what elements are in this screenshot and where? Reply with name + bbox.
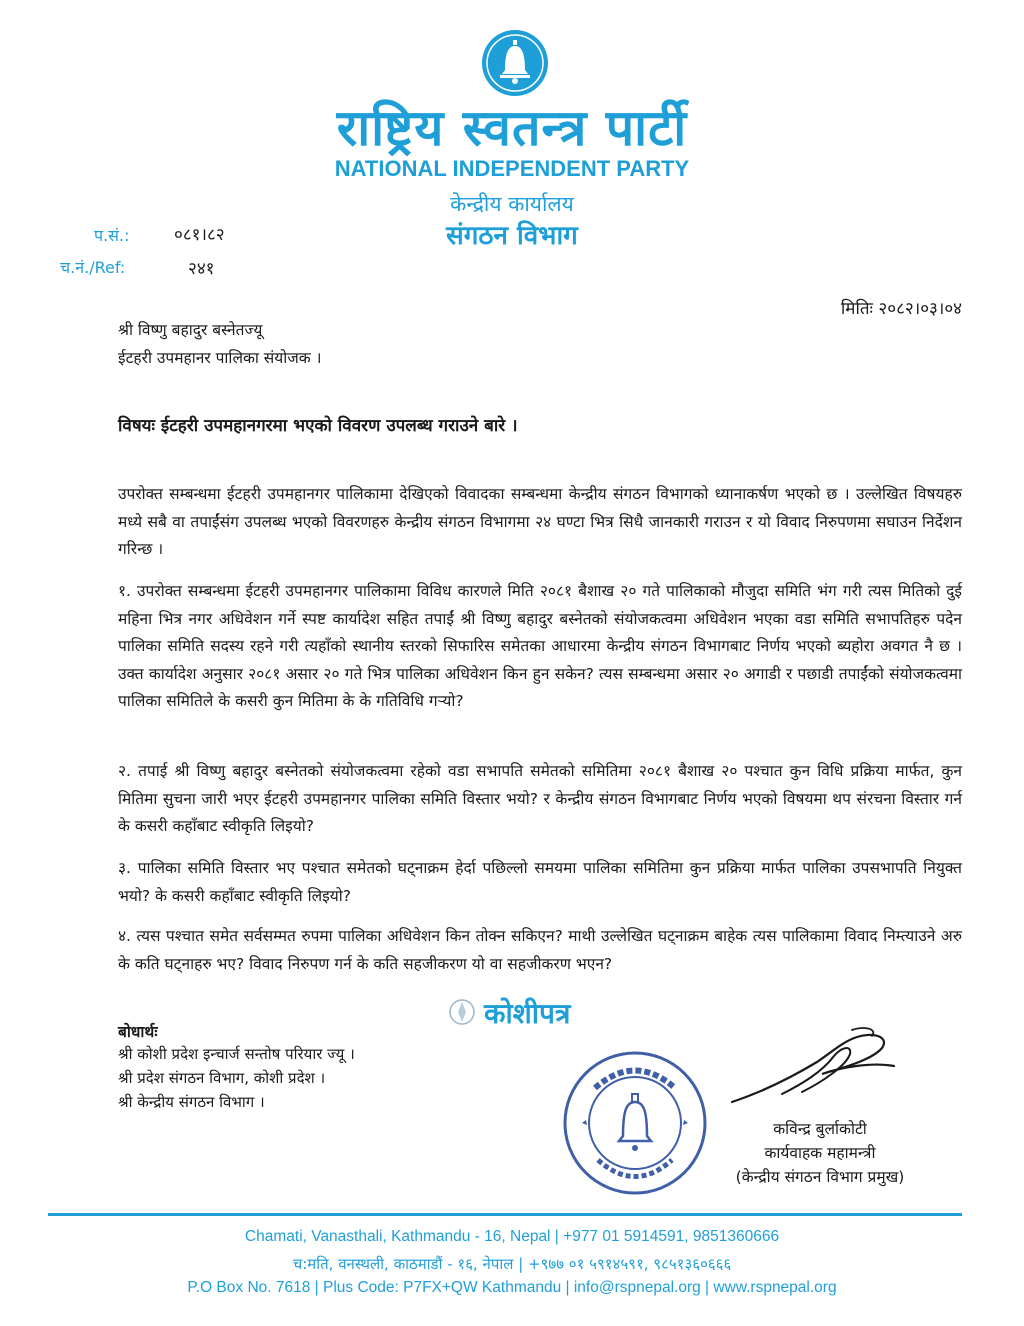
recipient-position: ईटहरी उपमहानर पालिका संयोजक । bbox=[118, 349, 322, 367]
ps-label: प.सं.: bbox=[94, 226, 130, 245]
footer-contact: P.O Box No. 7618 | Plus Code: P7FX+QW Kathmandu | info@rspnepal.org | www.rspnepal.org bbox=[187, 1279, 837, 1296]
signer-title: कार्यवाहक महामन्त्री bbox=[764, 1144, 876, 1162]
letter-date: मितिः २०८२।०३।०४ bbox=[840, 299, 962, 319]
cc-item: श्री कोशी प्रदेश इन्चार्ज सन्तोष परियार ज्यू । bbox=[118, 1045, 355, 1063]
paragraph-point-1: १. उपरोक्त सम्बन्धमा ईटहरी उपमहानगर पालिकामा विविध कारणले मिति २०८१ बैशाख २० गते पालिकाको मौजुदा समिति भंग गरी त्यस मितिको दुई महिना भित्र नगर अधिवेशन गर्ने स्पष्ट कार्यादेश सहित तपाईं श्री विष्णु बहादुर बस्नेतको संयोजकत्वमा अधिवेशन भएका वडा समिति सभापतिहरु पदेन पालिका समिति सदस्य रहने गरी त्यहाँको स्थानीय स्तरको सिफारिस समेतका आधारमा केन्द्रीय संगठन विभागबाट निर्णय भएको ब्यहोरा अवगत नै छ । उक्त कार्यादेश अनुसार २०८१ असार २० गते भित्र पालिका अधिवेशन किन हुन सकेन? त्यस सम्बन्धमा असार २० अगाडी र पछाडी तपाईंको संयोजकत्वमा पालिका समितिले के कसरी कुन मितिमा के के गतिविधि गर्‍यो? bbox=[118, 582, 962, 710]
handwritten-signature bbox=[722, 1022, 902, 1112]
party-name-english: NATIONAL INDEPENDENT PARTY bbox=[334, 156, 690, 181]
paragraph-point-2: २. तपाई श्री विष्णु बहादुर बस्नेतको संयोजकत्वमा रहेको वडा सभापति समेतको समितिमा २०८१ बैशाख २० पश्चात कुन विधि प्रक्रिया मार्फत, कुन मितिमा सुचना जारी भएर ईटहरी उपमहानगर पालिका समिति विस्तार भयो? र केन्द्रीय संगठन विभागबाट निर्णय भएको विषयमा थप संरचना विस्तार गर्न के कसरी कहाँबाट स्वीकृति लिइयो? bbox=[118, 762, 962, 835]
paragraph-point-4: ४. त्यस पश्चात समेत सर्वसम्मत रुपमा पालिका अधिवेशन किन तोक्न सकिएन? माथी उल्लेखित घट्नाक्रम बाहेक त्यस पालिकामा विवाद निम्त्याउने अरु के कति घट्नाहरु भए? विवाद निरुपण गर्न के कति सहजीकरण यो वा सहजीकरण भएन? bbox=[118, 927, 962, 973]
footer-divider bbox=[48, 1213, 962, 1216]
cc-heading: बोधार्थः bbox=[118, 1023, 158, 1041]
signer-name: कविन्द्र बुर्लाकोटी bbox=[773, 1120, 867, 1138]
footer-address-english: Chamati, Vanasthali, Kathmandu - 16, Nepal | +977 01 5914591, 9851360666 bbox=[244, 1228, 780, 1245]
party-bell-logo-icon bbox=[480, 28, 550, 98]
recipient-name: श्री विष्णु बहादुर बस्नेतज्यू bbox=[118, 321, 263, 339]
department-label: संगठन विभाग bbox=[446, 221, 578, 251]
paragraph-intro: उपरोक्त सम्बन्धमा ईटहरी उपमहानगर पालिकामा देखिएको विवादका सम्बन्धमा केन्द्रीय संगठन विभागको ध्यानाकर्षण भएको छ । उल्लेखित विषयहरु मध्ये सबै वा तपाईंसंग उपलब्ध भएको विवरणहरु केन्द्रीय संगठन विभागमा २४ घण्टा भित्र सिधै जानकारी गराउन र यो विवाद निरुपणमा सघाउन निर्देशन गरिन्छ । bbox=[118, 485, 962, 558]
watermark-emblem-icon bbox=[448, 996, 476, 1030]
ref-value: २४१ bbox=[188, 259, 215, 279]
footer-address-nepali: च:मति, वनस्थली, काठमाडौं - १६, नेपाल | +९७७ ०१ ५९१४५९१, ९८५१३६०६६६ bbox=[292, 1255, 732, 1273]
letter-subject: विषयः ईटहरी उपमहानगरमा भएको विवरण उपलब्ध गराउने बारे । bbox=[118, 416, 518, 436]
ps-value: ०८१।८२ bbox=[174, 225, 225, 245]
party-seal-stamp bbox=[560, 1048, 710, 1198]
central-office-label: केन्द्रीय कार्यालय bbox=[450, 192, 574, 216]
watermark-text: कोशीपत्र bbox=[484, 997, 571, 1030]
party-name-nepali: राष्ट्रिय स्वतन्त्र पार्टी bbox=[336, 99, 688, 157]
signer-department: (केन्द्रीय संगठन विभाग प्रमुख) bbox=[735, 1168, 905, 1186]
watermark bbox=[448, 992, 618, 1048]
cc-item: श्री केन्द्रीय संगठन विभाग । bbox=[118, 1093, 265, 1111]
paragraph-point-3: ३. पालिका समिति विस्तार भए पश्चात समेतको घट्नाक्रम हेर्दा पछिल्लो समयमा पालिका समितिमा कुन प्रक्रिया मार्फत पालिका उपसभापति नियुक्त भयो? के कसरी कहाँबाट स्वीकृति लिइयो? bbox=[118, 859, 962, 905]
cc-item: श्री प्रदेश संगठन विभाग, कोशी प्रदेश । bbox=[118, 1069, 326, 1087]
ref-label: च.नं./Ref: bbox=[60, 258, 126, 277]
